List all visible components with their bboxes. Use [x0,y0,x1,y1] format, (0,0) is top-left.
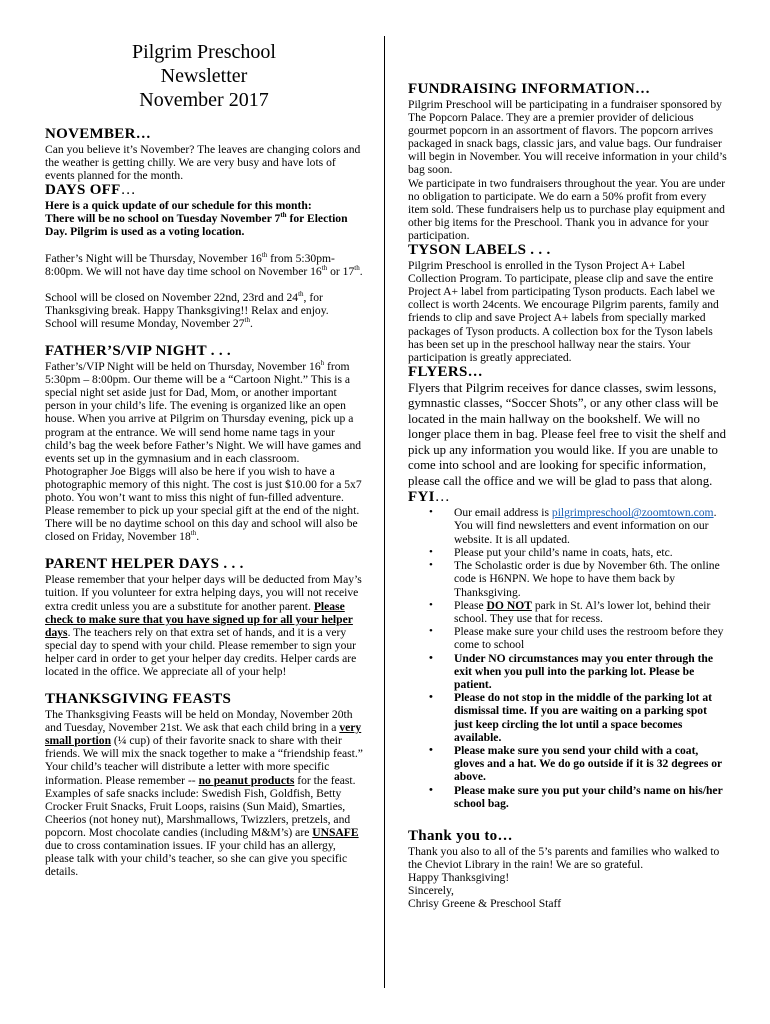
parent-helper-body: Please remember that your helper days will be deducted from May’s tuition. If you volunteer for extra helping days, you will not receive extra credit unless you are a substitute for another parent. Please check to make sure that you have signed up for all your helper days. The teachers rely on that extra set of hands, and it is a very special day to spend with your child. Please remember to sign your helper card in order to get your helper day credits. Helper cards are located in the office. We appreciate all of your help! [45,573,362,678]
fyi-heading: FYI… [408,489,451,506]
fathers-vip-body: Father’s/VIP Night will be held on Thursday, November 16$^h$ from 5:30pm – 8:00pm. Our theme will be a “Cartoon Night.” This is a special night set aside just for Dad, Mom, or another important person in your child’s life. The evening is organized like an open house. When you arrive at Pilgrim on Thursday evening, pick up a program at the entrance. We will send home name tags in your child’s bag the week before Father’s Night. We will have games and events set up in the gymnasium and in each classroom. Photographer Joe Biggs will also be here if you wish to have a photographic memory of this night. The cost is just $10.00 for a 5x7 photo. You won’t want to miss this night of fun-filled adventure. Please remember to pick up your special gift at the end of the night. There will be no daytime school on this day and school will also be closed on Friday, November 18th. [45,359,362,544]
column-divider [384,36,385,988]
fundraising-body-2: We participate in two fundraisers throughout the year. You are under no obligation to participate. We do earn a 50% profit from every item sold. These fundraisers help us to purchase play equipment and other big items for the Preschool. Thank you in advance for your participation. [408,176,726,242]
november-heading: NOVEMBER… [45,126,152,142]
flyers-heading: FLYERS… [408,363,483,380]
fundraising-body-1: Pilgrim Preschool will be participating in a fundraiser sponsored by The Popcorn Palace. They are a premier provider of delicious gourmet popcorn in an assortment of flavors. The popcorn arrives packaged in snack bags, classic jars, and value bags. Our fundraiser will begin in November. You will receive information in your child’s bag soon. [408,98,727,177]
left-column [45,0,363,878]
days-off-fathers-night: Father’s Night will be Thursday, November 16th from 5:30pm-8:00pm. We will not have day time school on November 16th or 17th. [45,250,363,278]
fyi-list [408,506,728,810]
list-item: • Please make sure your child uses the restroom before they come to school [454,625,728,651]
november-body: Can you believe it’s November? The leaves are changing colors and the weather is getting chilly. We are very busy and have lots of events planned for the month. [45,143,361,183]
days-off-election: There will be no school on Tuesday November 7th for Election Day. Pilgrim is used as a voting location. [45,211,348,239]
list-item: • The Scholastic order is due by November 6th. The online code is H6NPN. We hope to have them back by Thanksgiving. [454,559,728,599]
list-item: • Please do not stop in the middle of the parking lot at dismissal time. If you are waiting on a parking spot just keep circling the lot until a space becomes available. [454,691,728,744]
thanksgiving-body: The Thanksgiving Feasts will be held on Monday, November 20th and Tuesday, November 21st. We ask that each child bring in a very small portion (¼ cup) of their favorite snack to share with their friends. We will mix the snack together to make a “friendship feast.” Your child’s teacher will distribute a letter with more specific information. Please remember -- no peanut products for the feast. Examples of safe snacks include: Swedish Fish, Goldfish, Betty Crocker Fruit Snacks, Fruit Loops, raisins (Sun Maid), Smarties, Cheerios (not honey nut), Marshmallows, Twizzlers, pretzels, and popcorn. Most chocolate candies (including M&M’s) are UNSAFE due to cross contamination issues. IF your child has an allergy, please talk with your child’s teacher, so she can give you specific details. [45,708,363,879]
flyers-body: Flyers that Pilgrim receives for dance classes, swim lessons, gymnastic classes, “Soccer Shots”, or any other class will be located in the main hallway on the bookshelf. We will no longer place them in bag. Please feel free to visit the shelf and pick up any information you would like. If you are unable to come into school and are looking for specific information, please call the office and we will be glad to pass that along. [408,380,727,488]
list-item: • Please put your child’s name in coats, hats, etc. [454,546,728,559]
closing-line-2: Sincerely, [408,884,454,898]
list-item: • Please DO NOT park in St. Al’s lower lot, behind their school. They use that for recess. [454,599,728,625]
fundraising-heading: FUNDRAISING INFORMATION… [408,81,651,97]
thanks-heading: Thank you to… [408,827,513,844]
list-item: • Under NO circumstances may you enter through the exit when you pull into the parking lot. Please be patient. [454,652,728,692]
days-off-intro: Here is a quick update of our schedule for this month: [45,199,312,213]
tyson-body: Pilgrim Preschool is enrolled in the Tyson Project A+ Label Collection Program. To participate, please clip and save the entire Project A+ label from participating Tyson products. Each label we collect is worth 24cents. We encourage Pilgrim parents, family and friends to clip and save Project A+ labels from specially marked packages of Tyson products. A collection box for the Tyson labels has been set up in the preschool hallway near the stairs. Your participation is greatly appreciated. [408,259,719,364]
days-off-thanksgiving-break: School will be closed on November 22nd, 23rd and 24th, for Thanksgiving break. Happy Thanksgiving!! Relax and enjoy. School will resume Monday, November 27th. [45,289,329,330]
list-item: • Please make sure you send your child with a coat, gloves and a hat. We do go outside if it is 32 degrees or above. [454,744,728,784]
fathers-vip-heading: FATHER’S/VIP NIGHT . . . [45,343,231,360]
parent-helper-heading: PARENT HELPER DAYS . . . [45,556,244,573]
page-title: Pilgrim Preschool Newsletter November 2017 [132,41,276,111]
list-item: • Our email address is pilgrimpreschool@zoomtown.com. You will find newsletters and event information on our website. It is all updated. [454,506,728,546]
email-link[interactable]: pilgrimpreschool@zoomtown.com [551,506,714,520]
right-column [408,0,728,910]
list-item: • Please make sure you put your child’s name on his/her school bag. [454,784,728,810]
thanks-body: Thank you also to all of the 5’s parents and families who walked to the Cheviot Library in the rain! We are so grateful. [408,844,720,872]
days-off-heading: DAYS OFF… [45,182,136,199]
thanksgiving-heading: THANKSGIVING FEASTS [45,691,232,708]
closing-line-1: Happy Thanksgiving! [408,871,510,885]
signature: Chrisy Greene & Preschool Staff [408,897,562,911]
tyson-heading: TYSON LABELS . . . [408,242,551,259]
